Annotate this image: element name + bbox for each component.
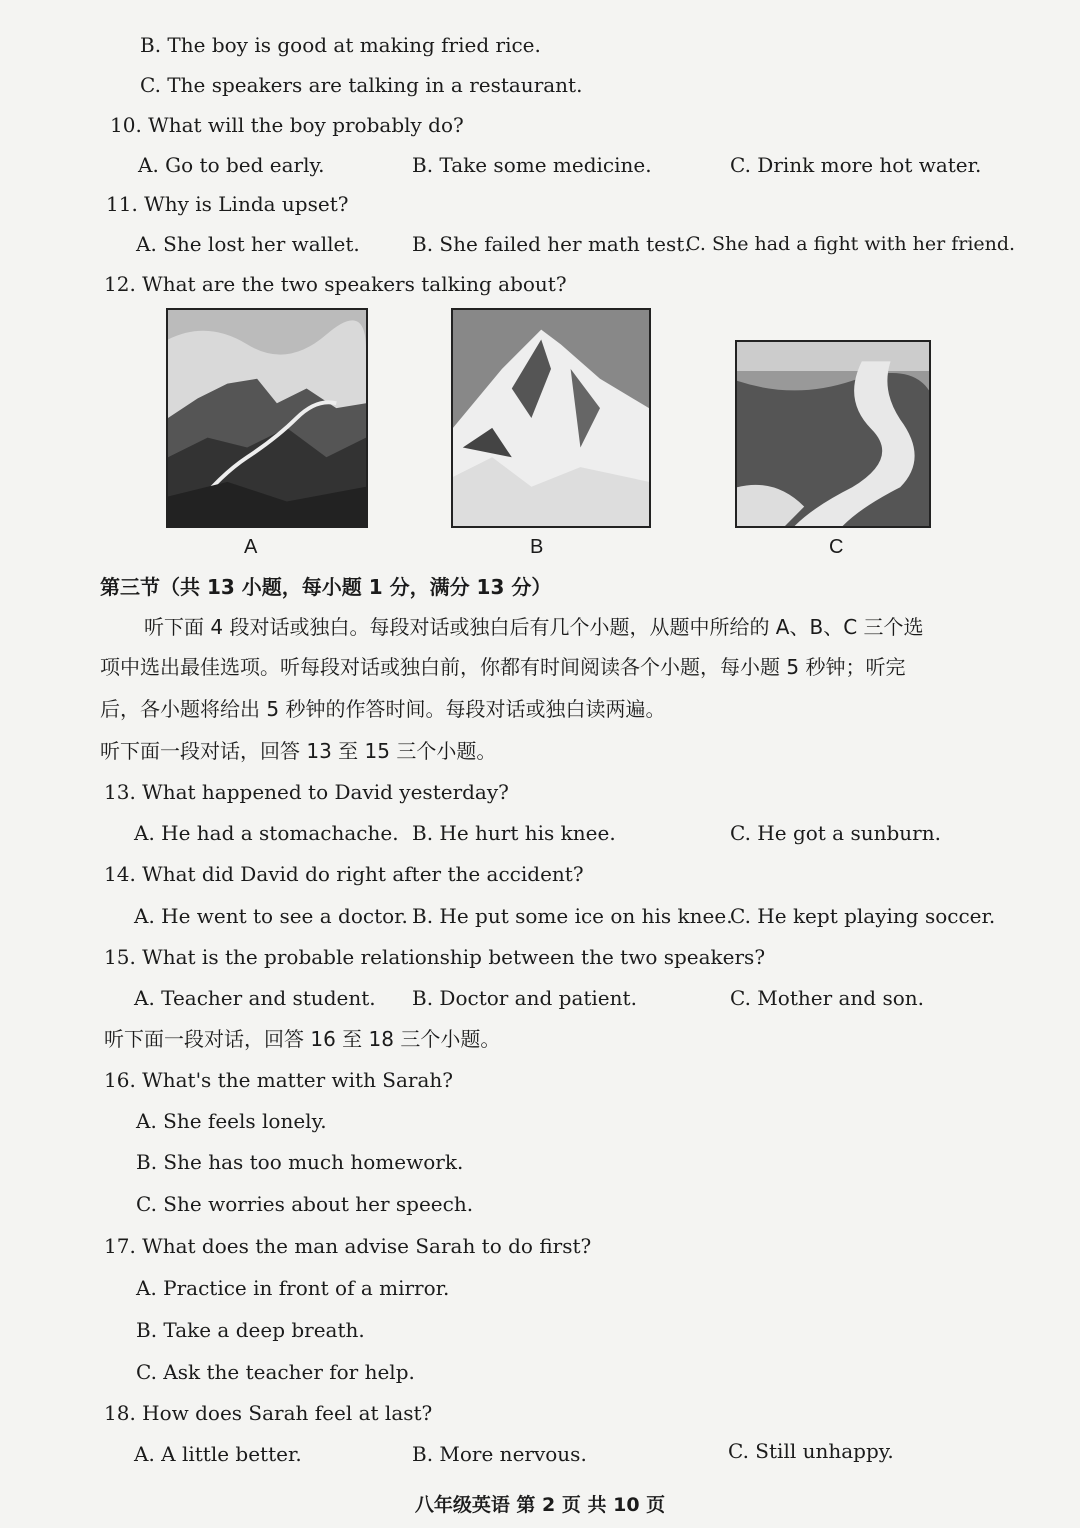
q18-option-b: B. More nervous.	[412, 1442, 587, 1466]
q11-option-a: A. She lost her wallet.	[136, 232, 360, 256]
q13-stem: 13. What happened to David yesterday?	[104, 780, 509, 804]
q17-option-b: B. Take a deep breath.	[136, 1318, 365, 1342]
river-picture	[735, 340, 931, 528]
q13-option-a: A. He had a stomachache.	[134, 821, 399, 845]
q10-stem: 10. What will the boy probably do?	[110, 113, 464, 137]
q16-stem: 16. What's the matter with Sarah?	[104, 1068, 454, 1092]
dialogue-1-intro: 听下面一段对话，回答 13 至 15 三个小题。	[100, 739, 497, 763]
q15-option-b: B. Doctor and patient.	[412, 986, 637, 1010]
q14-stem: 14. What did David do right after the accident?	[104, 862, 584, 886]
q16-option-b: B. She has too much homework.	[136, 1150, 464, 1174]
q15-stem: 15. What is the probable relationship between the two speakers?	[104, 945, 766, 969]
page-footer: 八年级英语 第 2 页 共 10 页	[414, 1494, 666, 1516]
picture-b-label: B	[530, 536, 544, 558]
q9-option-c: C. The speakers are talking in a restaurant.	[140, 73, 583, 97]
q16-option-c: C. She worries about her speech.	[136, 1192, 474, 1216]
q10-option-a: A. Go to bed early.	[138, 153, 325, 177]
q10-option-b: B. Take some medicine.	[412, 153, 652, 177]
q14-option-b: B. He put some ice on his knee.	[412, 904, 733, 928]
picture-a-label: A	[244, 536, 258, 558]
q10-option-c: C. Drink more hot water.	[730, 153, 982, 177]
section-3-heading: 第三节（共 13 小题，每小题 1 分，满分 13 分）	[100, 575, 552, 599]
q17-stem: 17. What does the man advise Sarah to do first?	[104, 1234, 592, 1258]
q18-option-c: C. Still unhappy.	[728, 1439, 894, 1463]
q13-option-c: C. He got a sunburn.	[730, 821, 941, 845]
section-3-instructions-3: 后，各小题将给出 5 秒钟的作答时间。每段对话或独白读两遍。	[100, 697, 666, 721]
q14-option-c: C. He kept playing soccer.	[730, 904, 996, 928]
q17-option-a: A. Practice in front of a mirror.	[136, 1276, 450, 1300]
dialogue-2-intro: 听下面一段对话，回答 16 至 18 三个小题。	[104, 1027, 501, 1051]
q9-option-b: B. The boy is good at making fried rice.	[140, 33, 541, 57]
picture-c-label: C	[829, 536, 844, 558]
q15-option-c: C. Mother and son.	[730, 986, 925, 1010]
q14-option-a: A. He went to see a doctor.	[134, 904, 408, 928]
q13-option-b: B. He hurt his knee.	[412, 821, 616, 845]
q18-option-a: A. A little better.	[134, 1442, 302, 1466]
section-3-instructions-2: 项中选出最佳选项。听每段对话或独白前，你都有时间阅读各个小题，每小题 5 秒钟；听完	[100, 655, 906, 679]
q12-stem: 12. What are the two speakers talking about?	[104, 272, 567, 296]
q11-stem: 11. Why is Linda upset?	[106, 192, 349, 216]
q16-option-a: A. She feels lonely.	[136, 1109, 327, 1133]
section-3-instructions-1: 听下面 4 段对话或独白。每段对话或独白后有几个小题，从题中所给的 A、B、C 三个选	[144, 615, 924, 639]
q11-option-b: B. She failed her math test.	[412, 232, 691, 256]
q11-option-c: C. She had a fight with her friend.	[686, 233, 1016, 255]
q17-option-c: C. Ask the teacher for help.	[136, 1360, 415, 1384]
q15-option-a: A. Teacher and student.	[134, 986, 376, 1010]
snowy-mountain-picture	[451, 308, 651, 528]
great-wall-picture	[166, 308, 368, 528]
q18-stem: 18. How does Sarah feel at last?	[104, 1401, 433, 1425]
